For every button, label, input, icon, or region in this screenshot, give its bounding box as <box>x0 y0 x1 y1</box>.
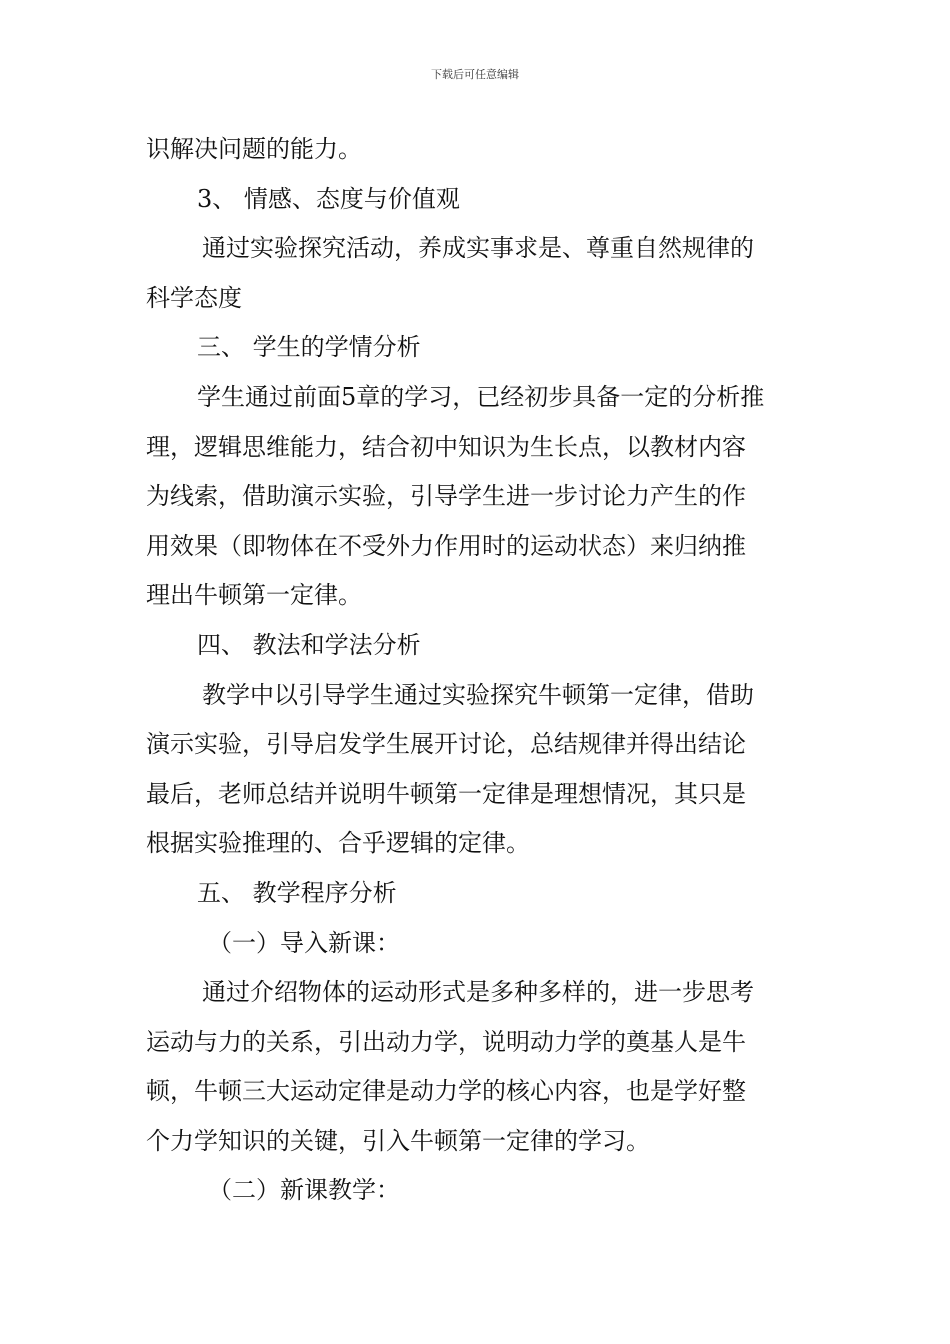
text-line: 科学态度 <box>146 283 242 312</box>
text-line: 个力学知识的关键，引入牛顿第一定律的学习。 <box>146 1126 650 1155</box>
section-heading: 五、 教学程序分析 <box>197 878 397 907</box>
text-line: 通过介绍物体的运动形式是多种多样的，进一步思考 <box>202 978 754 1007</box>
text-line: 运动与力的关系，引出动力学，说明动力学的奠基人是牛 <box>146 1027 746 1056</box>
text-line: 为线索，借助演示实验，引导学生进一步讨论力产生的作 <box>146 482 746 511</box>
section-heading: 三、 学生的学情分析 <box>197 333 421 362</box>
text-line: 教学中以引导学生通过实验探究牛顿第一定律，借助 <box>202 680 754 709</box>
text-line: 用效果（即物体在不受外力作用时的运动状态）来归纳推 <box>146 531 746 560</box>
subsection-heading: （一）导入新课： <box>208 928 400 957</box>
text-line: 通过实验探究活动，养成实事求是、尊重自然规律的 <box>202 234 754 263</box>
text-line: 理出牛顿第一定律。 <box>146 581 362 610</box>
text-line: 识解决问题的能力。 <box>146 135 362 163</box>
text-line: 最后，老师总结并说明牛顿第一定律是理想情况，其只是 <box>146 779 746 808</box>
text-line: 学生通过前面5章的学习，已经初步具备一定的分析推 <box>197 382 765 411</box>
page-header: 下载后可任意编辑 <box>431 68 519 81</box>
text-line: 3、 情感、态度与价值观 <box>197 184 460 213</box>
section-heading: 四、 教法和学法分析 <box>197 630 421 659</box>
text-line: 根据实验推理的、合乎逻辑的定律。 <box>146 829 530 858</box>
subsection-heading: （二）新课教学： <box>208 1176 400 1205</box>
text-line: 理，逻辑思维能力，结合初中知识为生长点，以教材内容 <box>146 432 746 461</box>
text-line: 顿，牛顿三大运动定律是动力学的核心内容，也是学好整 <box>146 1077 746 1106</box>
text-line: 演示实验，引导启发学生展开讨论，总结规律并得出结论 <box>146 730 746 759</box>
body-text <box>146 125 810 1216</box>
